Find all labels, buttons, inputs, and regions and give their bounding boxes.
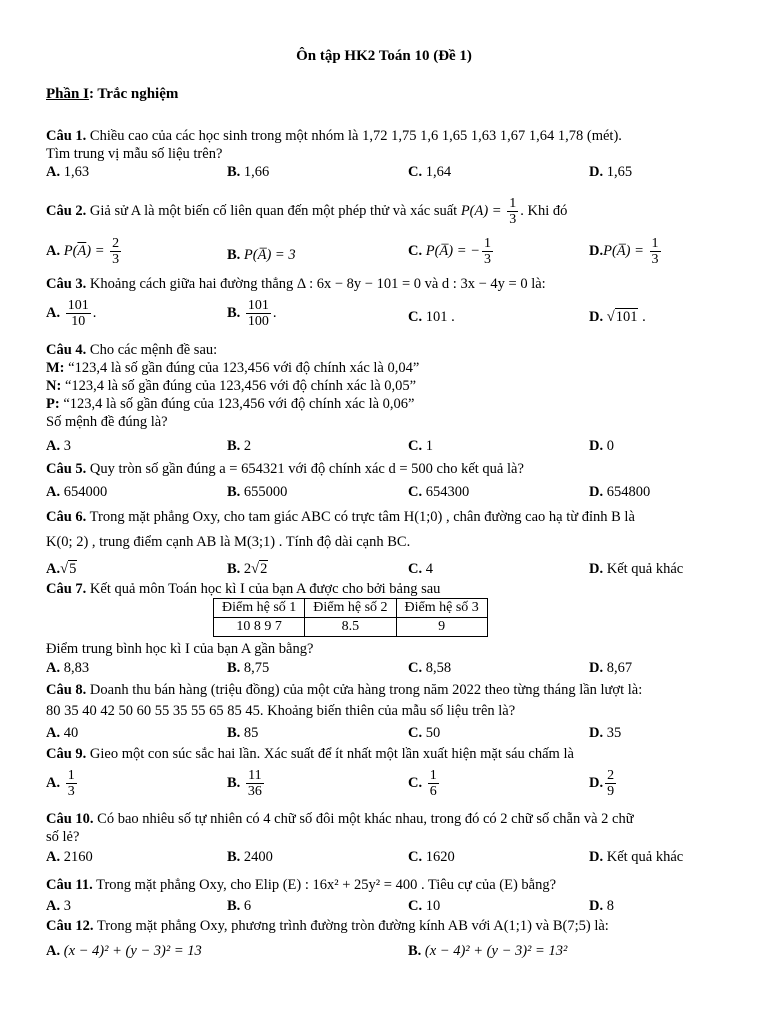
question-1-text2: Tìm trung vị mẫu số liệu trên? xyxy=(46,146,223,162)
question-6: Câu 6. Trong mặt phẳng Oxy, cho tam giác ABC có trực tâm H(1;0) , chân đường cao hạ từ đỉnh B là K(0; 2) , trung điểm cạnh AB là M(3;1) . Tính độ dài cạnh BC. xyxy=(46,509,635,550)
q7-option-b: B. 8,75 xyxy=(227,660,270,676)
q4-option-a: A. 3 xyxy=(46,438,71,454)
question-7-ask: Điểm trung bình học kì I của bạn A gần bằng? xyxy=(46,641,314,657)
exam-title: Ôn tập HK2 Toán 10 (Đề 1) xyxy=(296,48,472,64)
table-header-cell: Điểm hệ số 1 xyxy=(214,599,305,618)
part-heading xyxy=(46,86,178,103)
q1-option-d: D. 1,65 xyxy=(589,164,633,180)
question-1-text: Chiều cao của các học sinh trong một nhóm là 1,72 1,75 1,6 1,65 1,63 1,67 1,64 1,78 (mét). xyxy=(86,128,622,144)
table-cell: 8.5 xyxy=(305,618,396,637)
q9-option-d: D. $\frac{2}{9}$ xyxy=(589,768,615,799)
q11-option-d: D. 8 xyxy=(589,898,614,914)
q6-option-a: A.√5 xyxy=(46,561,77,577)
q9-option-b: B. $\frac{11}{36}$ xyxy=(227,768,262,799)
question-1 xyxy=(46,127,726,163)
q4-option-b: B. 2 xyxy=(227,438,252,454)
q6-option-b: B. 2√2 xyxy=(227,561,268,577)
q5-option-b: B. 655000 xyxy=(227,484,288,500)
q3-option-b: B. $\frac{101}{100}$ . xyxy=(227,298,277,329)
q3-option-c: C. 101 . xyxy=(408,309,455,325)
q4-option-d: D. 0 xyxy=(589,438,614,454)
q10-option-c: C. 1620 xyxy=(408,849,455,865)
q12-option-b: B. (x − 4)² + (y − 3)² = 13² xyxy=(408,943,568,959)
q10-option-a: A. 2160 xyxy=(46,849,93,865)
scores-table xyxy=(213,598,488,637)
q9-option-a: A. $\frac{1}{3}$ xyxy=(46,768,75,799)
q2-fraction: $\frac{1}{3}$ xyxy=(509,196,517,227)
q11-option-c: C. 10 xyxy=(408,898,441,914)
table-cell: 10 8 9 7 xyxy=(214,618,305,637)
q1-option-a: A. 1,63 xyxy=(46,164,90,180)
question-11: Câu 11. Trong mặt phẳng Oxy, cho Elip (E) : 16x² + 25y² = 400 . Tiêu cự của (E) bằng? xyxy=(46,877,557,893)
q11-option-b: B. 6 xyxy=(227,898,252,914)
part-rest: : Trắc nghiệm xyxy=(88,86,179,102)
question-2: Câu 2. Giả sử A là một biến cố liên quan đến một phép thử và xác suất P(A) = $\frac{1}{3}$ . Khi đó xyxy=(46,196,568,227)
table-row xyxy=(214,618,488,637)
table-header-row xyxy=(214,599,488,618)
q8-option-a: A. 40 xyxy=(46,725,79,741)
q5-option-c: C. 654300 xyxy=(408,484,470,500)
q2-option-a: A. $P(\overline{A})$ = $\frac{2}{3}$ xyxy=(46,236,120,267)
question-1-label: Câu 1. xyxy=(46,128,87,144)
q2-option-b: B. P(A̅) = 3 xyxy=(227,247,296,263)
q3-option-a: A. $\frac{101}{10}$ . xyxy=(46,298,97,329)
question-10: Câu 10. Có bao nhiêu số tự nhiên có 4 chữ số đôi một khác nhau, trong đó có 2 chữ số chẵn và 2 chữ số lẻ? xyxy=(46,811,634,845)
q1-option-b: B. 1,66 xyxy=(227,164,270,180)
question-5: Câu 5. Quy tròn số gần đúng a = 654321 với độ chính xác d = 500 cho kết quả là? xyxy=(46,461,524,477)
q11-option-a: A. 3 xyxy=(46,898,71,914)
q9-option-c: C. $\frac{1}{6}$ xyxy=(408,768,437,799)
q6-option-d: D. Kết quả khác xyxy=(589,561,684,577)
q7-option-c: C. 8,58 xyxy=(408,660,452,676)
question-9: Câu 9. Gieo một con súc sắc hai lần. Xác suất để ít nhất một lần xuất hiện mặt sáu chấm là xyxy=(46,746,574,762)
question-3: Câu 3. Khoảng cách giữa hai đường thẳng Δ : 6x − 8y − 101 = 0 và d : 3x − 4y = 0 là: xyxy=(46,276,546,292)
q12-option-a: A. (x − 4)² + (y − 3)² = 13 xyxy=(46,943,202,959)
q10-option-b: B. 2400 xyxy=(227,849,273,865)
question-8: Câu 8. Doanh thu bán hàng (triệu đồng) của một cửa hàng trong năm 2022 theo từng tháng lần lượt là: 80 35 40 42 50 60 55 35 55 65 85 45. Khoảng biến thiên của mẫu số liệu trên là? xyxy=(46,682,643,719)
q3-option-d: D. √101 . xyxy=(589,309,646,325)
question-7: Câu 7. Kết quả môn Toán học kì I của bạn A được cho bởi bảng sau xyxy=(46,581,441,597)
table-header-cell: Điểm hệ số 3 xyxy=(396,599,487,618)
q8-option-c: C. 50 xyxy=(408,725,441,741)
question-12: Câu 12. Trong mặt phẳng Oxy, phương trình đường tròn đường kính AB với A(1;1) và B(7;5) là: xyxy=(46,918,609,934)
q8-option-b: B. 85 xyxy=(227,725,259,741)
q2-option-d: D.P(A̅) = $\frac{1}{3}$ xyxy=(589,236,659,267)
q6-option-c: C. 4 xyxy=(408,561,433,577)
q7-option-a: A. 8,83 xyxy=(46,660,90,676)
table-header-cell: Điểm hệ số 2 xyxy=(305,599,396,618)
part-label: Phần I xyxy=(46,86,89,102)
table-cell: 9 xyxy=(396,618,487,637)
question-4: Câu 4. Cho các mệnh đề sau: M: “123,4 là số gần đúng của 123,456 với độ chính xác là 0,04” N: “123,4 là số gần đúng của 123,456 với độ chính xác là 0,05” P: “123,4 là số gần đúng của 123,456 với độ chính xác là 0,06” Số mệnh đề đúng là? xyxy=(46,342,420,430)
q8-option-d: D. 35 xyxy=(589,725,622,741)
q5-option-a: A. 654000 xyxy=(46,484,108,500)
q4-option-c: C. 1 xyxy=(408,438,433,454)
q1-option-c: C. 1,64 xyxy=(408,164,452,180)
q7-option-d: D. 8,67 xyxy=(589,660,633,676)
q2-option-c: C. P(A̅) = − $\frac{1}{3}$ xyxy=(408,236,491,267)
q5-option-d: D. 654800 xyxy=(589,484,651,500)
q10-option-d: D. Kết quả khác xyxy=(589,849,684,865)
